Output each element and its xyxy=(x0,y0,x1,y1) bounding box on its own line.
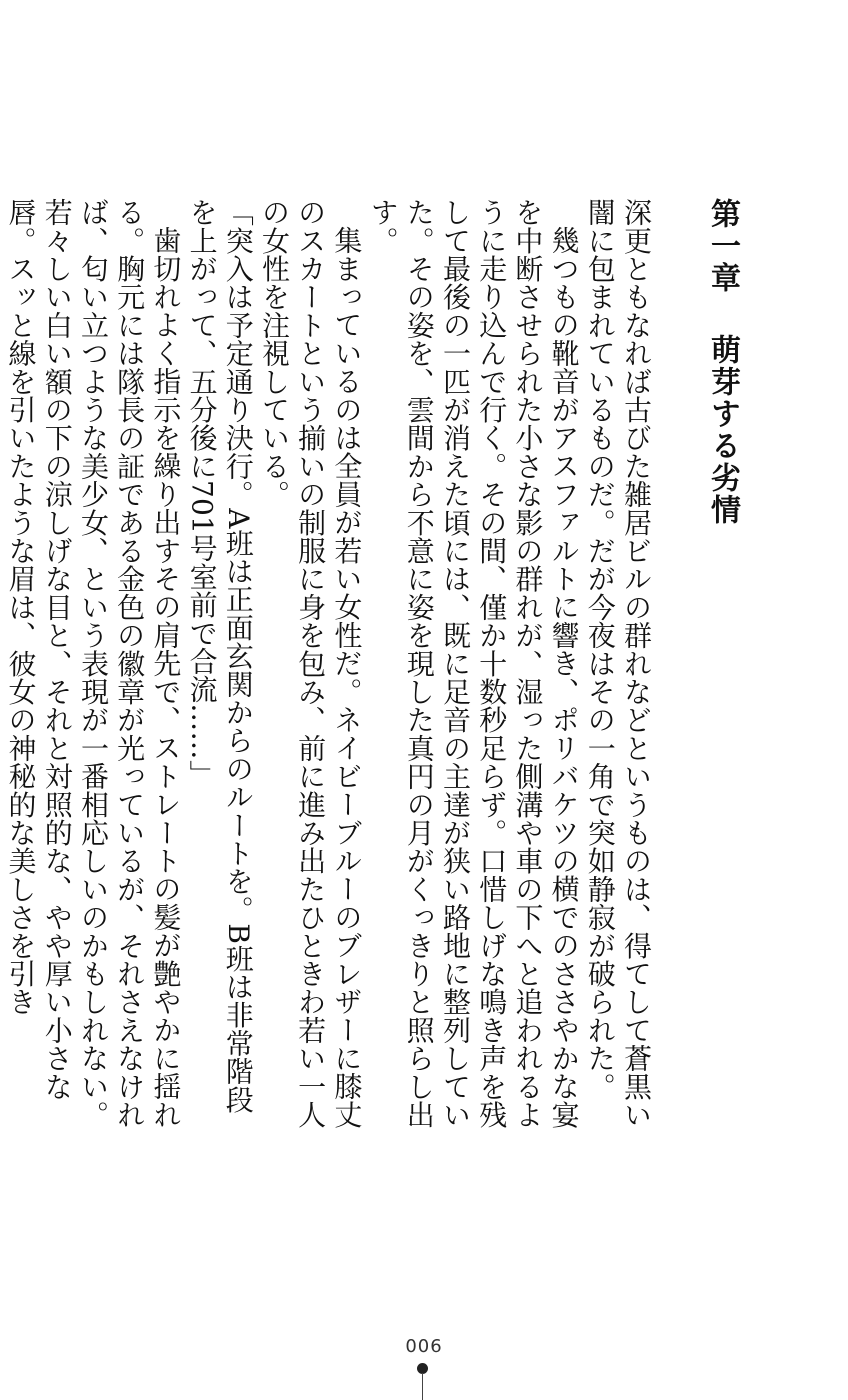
folio-line-ornament xyxy=(422,1373,423,1400)
paragraph-2: 幾つもの靴音がアスファルトに響き、ポリバケツの横でのささやかな宴を中断させられた小さな影の群れが、湿った側溝や車の下へと追われるように走り込んで行く。その間、僅か十数秒足らず。口惜しげな鳴き声を残して最後の一匹が消えた頃には、既に足音の主達が狭い路地に整列していた。その姿を、雲間から不意に姿を現した真円の月がくっきりと照らし出す。 xyxy=(366,198,581,1129)
vertical-text-block xyxy=(4,198,740,1138)
paragraph-5: 歯切れよく指示を繰り出すその肩先で、ストレートの髪が艶やかに揺れる。胸元には隊長の証である金色の徽章が光っているが、それさえなければ、匂い立つような美少女、という表現が一番相応しいのかもしれない。若々しい白い額の下の涼しげな目と、それと対照的な、やや厚い小さな唇。スッと線を引いたような眉は、彼女の神秘的な美しさを引き xyxy=(4,198,183,1129)
chapter-title: 萌芽する劣情 xyxy=(705,334,740,526)
paragraph-3: 集まっているのは全員が若い女性だ。ネイビーブルーのブレザーに膝丈のスカートという揃いの制服に身を包み、前に進み出たひときわ若い一人の女性を注視している。 xyxy=(257,198,364,1129)
paragraph-1: 深更ともなれば古びた雑居ビルの群れなどというものは、得てして蒼黒い闇に包まれているものだ。だが今夜はその一角で突如静寂が破られた。 xyxy=(583,198,653,1129)
paragraph-4-dialogue: 「突入は予定通り決行。A班は正面玄関からのルートを。B班は非常階段を上がって、五分後に701号室前で合流……」 xyxy=(185,198,255,1114)
chapter-number: 第一章 xyxy=(705,198,740,294)
page-number: 006 xyxy=(405,1336,443,1357)
chapter-heading xyxy=(704,198,740,1138)
